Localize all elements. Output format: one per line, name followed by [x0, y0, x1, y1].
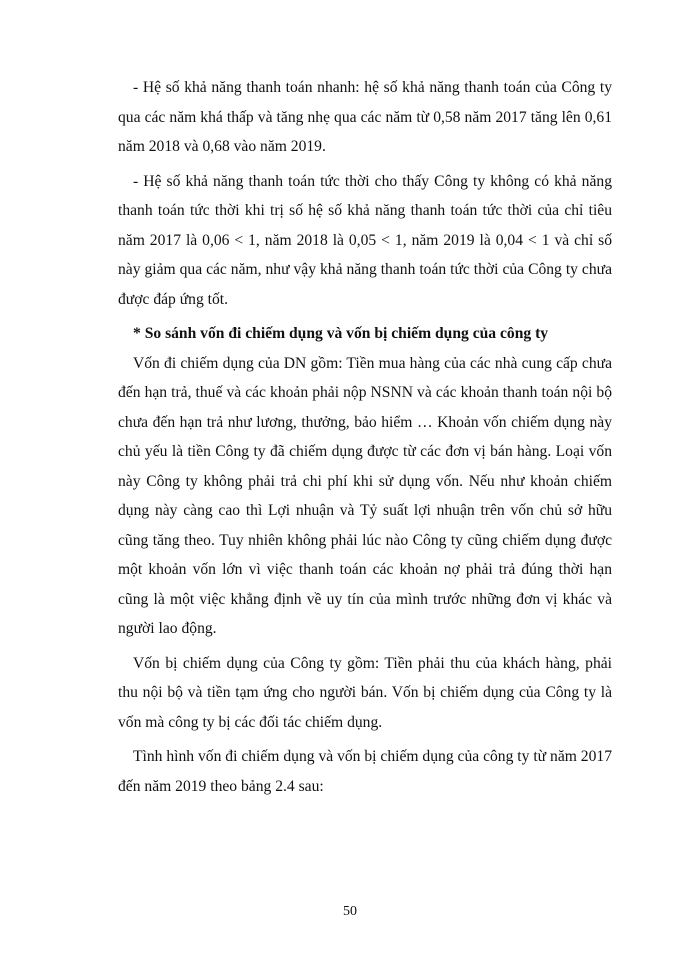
- paragraph-misappropriated-capital: Vốn bị chiếm dụng của Công ty gồm: Tiền phải thu của khách hàng, phải thu nội bộ và tiền tạm ứng cho người bán. Vốn bị chiếm dụng của Công ty là vốn mà công ty bị các đối tác chiếm dụng.: [118, 654, 612, 731]
- body-text: [118, 73, 612, 801]
- paragraph-appropriated-capital: Vốn đi chiếm dụng của DN gồm: Tiền mua hàng của các nhà cung cấp chưa đến hạn trả, thuế và các khoản phải nộp NSNN và các khoản thanh toán nội bộ chưa đến hạn trả như lương, thưởng, bảo hiểm … Khoản vốn chiếm dụng này chủ yếu là tiền Công ty đã chiếm dụng được từ các đơn vị bán hàng. Loại vốn này Công ty không phải trả chi phí khi sử dụng vốn. Nếu như khoản chiếm dụng này càng cao thì Lợi nhuận và Tỷ suất lợi nhuận trên vốn chủ sở hữu cũng tăng theo. Tuy nhiên không phải lúc nào Công ty cũng chiếm dụng được một khoản vốn lớn vì việc thanh toán các khoản nợ phải trả đúng thời hạn cũng là một việc khẳng định về uy tín của mình trước những đơn vị khác và người lao động.: [118, 354, 612, 637]
- section-heading: * So sánh vốn đi chiếm dụng và vốn bị chiếm dụng của công ty: [133, 325, 549, 342]
- paragraph-quick-ratio: - Hệ số khả năng thanh toán nhanh: hệ số khả năng thanh toán của Công ty qua các năm khá thấp và tăng nhẹ qua các năm từ 0,58 năm 2017 tăng lên 0,61 năm 2018 và 0,68 vào năm 2019.: [118, 79, 612, 155]
- page-number: 50: [343, 904, 357, 919]
- paragraph-table-intro: Tình hình vốn đi chiếm dụng và vốn bị chiếm dụng của công ty từ năm 2017 đến năm 2019 theo bảng 2.4 sau:: [118, 748, 612, 795]
- paragraph-cash-ratio: - Hệ số khả năng thanh toán tức thời cho thấy Công ty không có khả năng thanh toán tức thời khi trị số hệ số khả năng thanh toán tức thời của chỉ tiêu năm 2017 là 0,06 < 1, năm 2018 là 0,05 < 1, năm 2019 là 0,04 < 1 và chỉ số này giảm qua các năm, như vậy khả năng thanh toán tức thời của Công ty chưa được đáp ứng tốt.: [118, 172, 612, 308]
